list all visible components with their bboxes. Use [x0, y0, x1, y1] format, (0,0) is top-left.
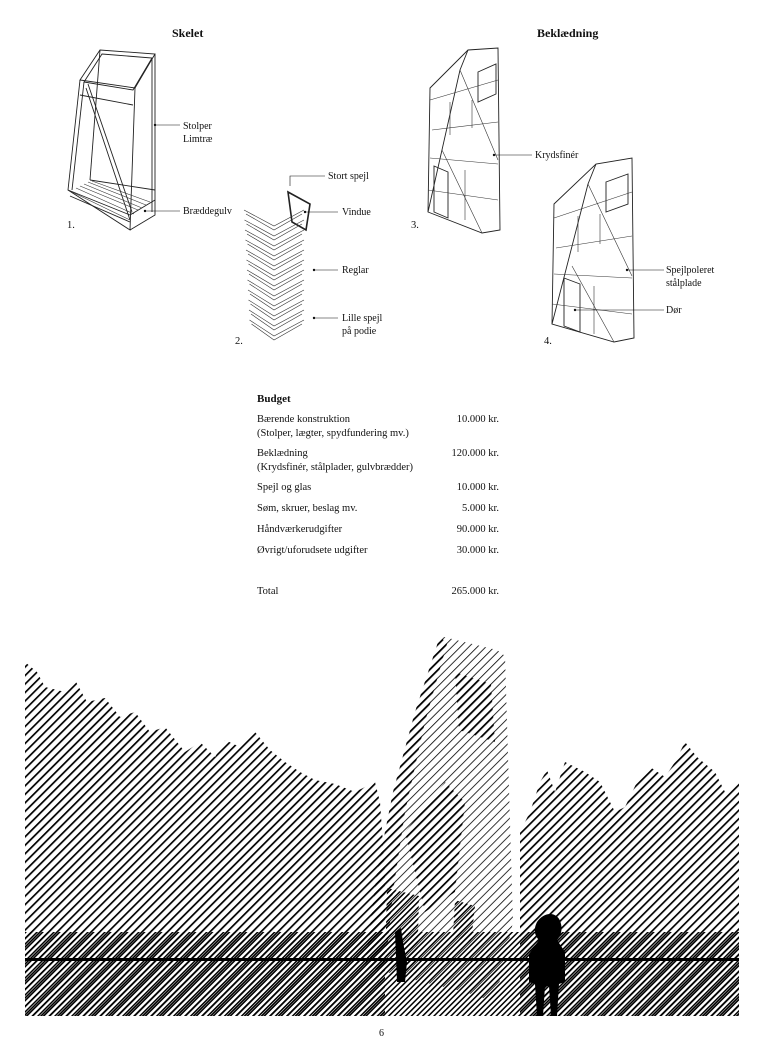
label-vindue: Vindue: [342, 207, 371, 218]
budget-row-name: Søm, skruer, beslag mv.: [257, 503, 358, 514]
label-limtrae: Limtræ: [183, 134, 213, 145]
label-stort-spejl: Stort spejl: [328, 171, 369, 182]
budget-row-amount: 120.000 kr.: [451, 448, 499, 459]
label-staalplade: stålplade: [666, 278, 702, 289]
budget-total-amount: 265.000 kr.: [451, 586, 499, 597]
budget-title: Budget: [257, 393, 291, 405]
label-paa-podie: på podie: [342, 326, 377, 337]
budget-row-sub: (Krydsfinér, stålplader, gulvbrædder): [257, 462, 414, 473]
leader-lines-4: [0, 0, 764, 360]
label-krydsfiner: Krydsfinér: [535, 150, 579, 161]
step-4: 4.: [544, 336, 552, 347]
label-reglar: Reglar: [342, 265, 369, 276]
step-3: 3.: [411, 220, 419, 231]
budget-row-amount: 10.000 kr.: [456, 482, 499, 493]
budget-row-name: Bærende konstruktion: [257, 414, 351, 425]
budget-row-name: Håndværkerudgifter: [257, 524, 343, 535]
label-stolper: Stolper: [183, 121, 212, 132]
budget-row-name: Spejl og glas: [257, 482, 312, 493]
page-number: 6: [379, 1028, 384, 1039]
budget-row-amount: 90.000 kr.: [456, 524, 499, 535]
budget-row-amount: 5.000 kr.: [461, 503, 499, 514]
budget-total-label: Total: [257, 586, 279, 597]
step-2: 2.: [235, 336, 243, 347]
budget-row-amount: 30.000 kr.: [456, 545, 499, 556]
budget-row-amount: 10.000 kr.: [456, 414, 499, 425]
label-dor: Dør: [666, 305, 682, 316]
beklaedning-title: Beklædning: [537, 26, 599, 40]
budget-row-name: Beklædning: [257, 448, 308, 459]
label-braeddegulv: Bræddegulv: [183, 206, 232, 217]
label-lille-spejl: Lille spejl: [342, 313, 383, 324]
budget-row-sub: (Stolper, lægter, spydfundering mv.): [257, 428, 409, 439]
step-1: 1.: [67, 220, 75, 231]
skelet-title: Skelet: [172, 26, 204, 40]
budget-row-name: Øvrigt/uforudsete udgifter: [257, 545, 368, 556]
label-spejlpoleret: Spejlpoleret: [666, 265, 715, 276]
hatched-landscape-illustration: [25, 632, 739, 1016]
